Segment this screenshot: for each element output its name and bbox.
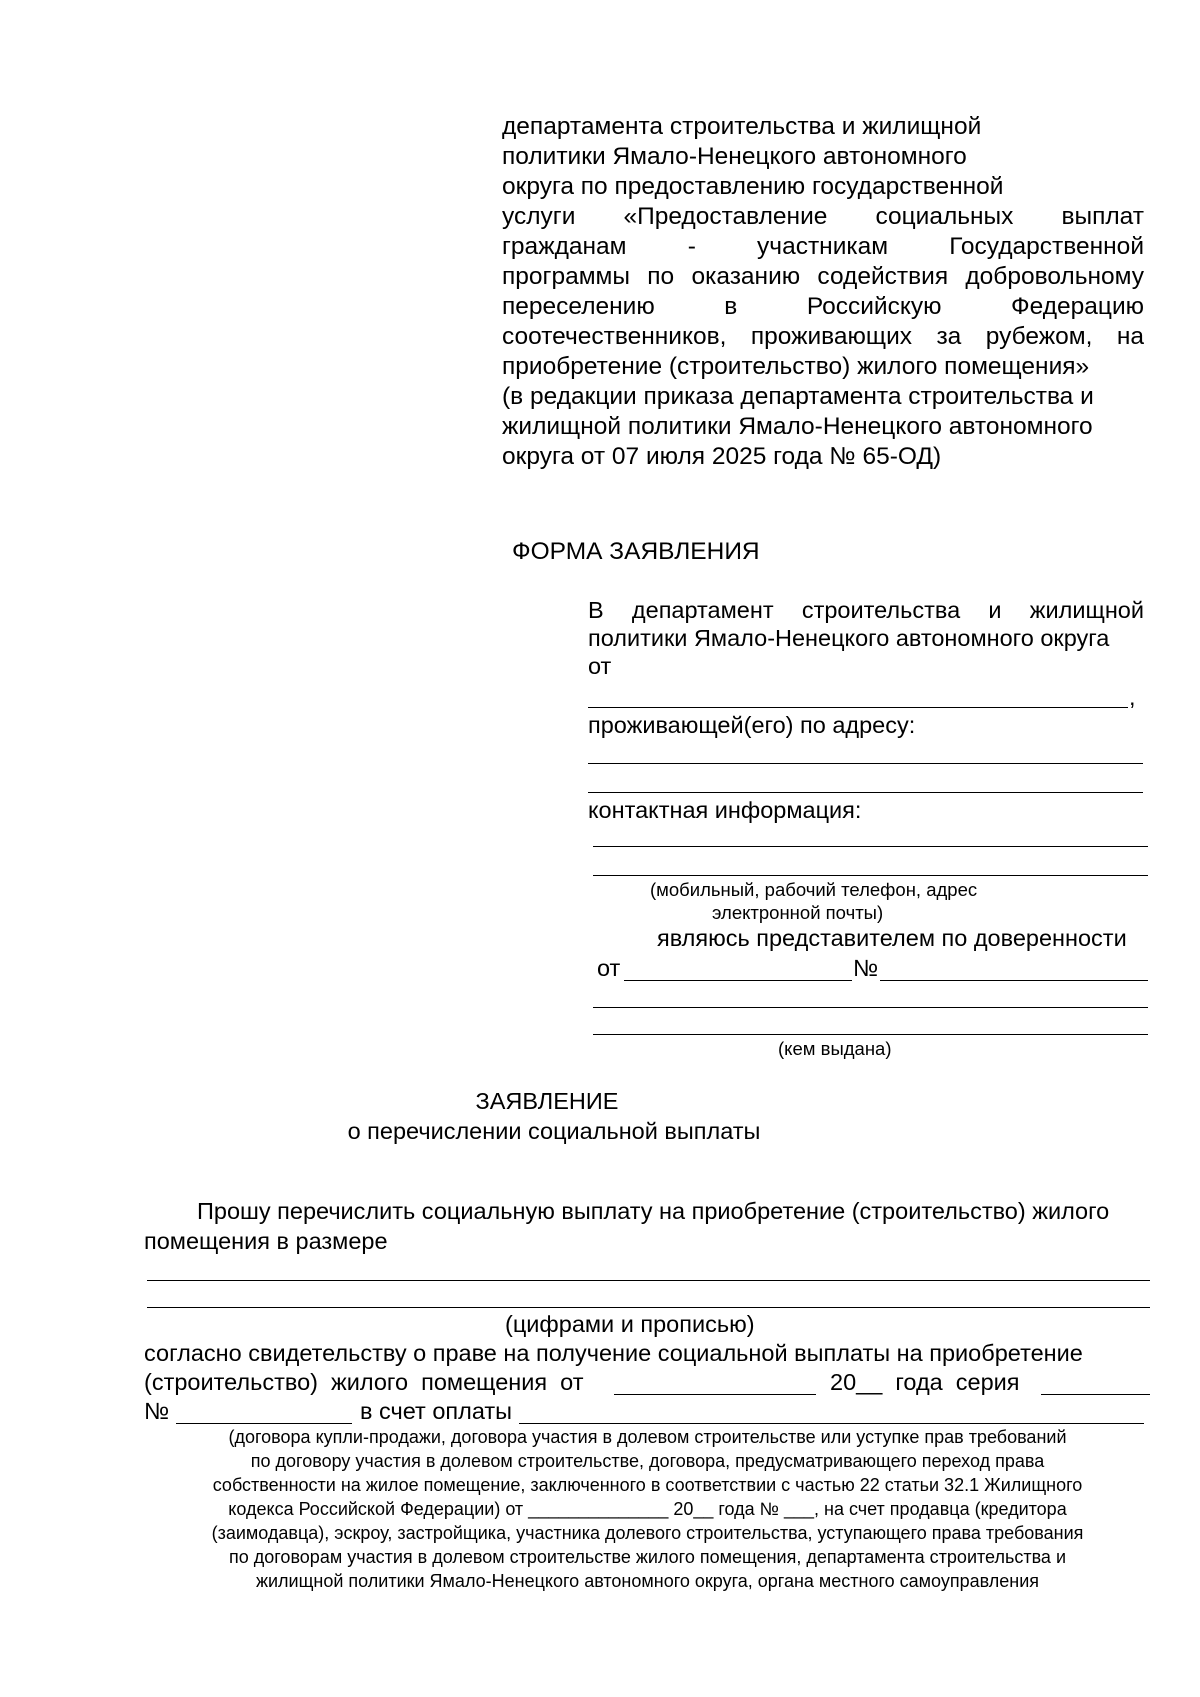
payment-purpose-line[interactable] bbox=[519, 1423, 1144, 1424]
contact-hint-1: (мобильный, рабочий телефон, адрес bbox=[650, 879, 978, 900]
proxy-from-label: от bbox=[597, 955, 621, 981]
amount-line-2[interactable] bbox=[147, 1307, 1150, 1308]
addressee-from-label: от bbox=[588, 653, 612, 679]
request-line-1: Прошу перечислить социальную выплату на приобретение (строительство) жилого bbox=[197, 1198, 1110, 1224]
footnote-line: по договору участия в долевом строительстве, договора, предусматривающего переход права bbox=[250, 1451, 1045, 1471]
addressee-line-1: В департамент строительства и жилищной bbox=[588, 597, 1144, 623]
contact-label: контактная информация: bbox=[588, 797, 862, 823]
certificate-date-line[interactable] bbox=[614, 1394, 816, 1395]
header-line: переселению в Российскую Федерацию bbox=[502, 293, 1144, 320]
certificate-number-line[interactable] bbox=[176, 1423, 352, 1424]
certificate-line-a: согласно свидетельству о праве на получение социальной выплаты на приобретение bbox=[144, 1340, 1083, 1366]
addressee-block bbox=[588, 596, 1144, 680]
address-line-2[interactable] bbox=[588, 792, 1143, 793]
footnote-line: по договорам участия в долевом строительстве жилого помещения, департамента строительства и bbox=[228, 1547, 1067, 1567]
request-line-2: помещения в размере bbox=[144, 1228, 388, 1254]
issued-by-line-2[interactable] bbox=[593, 1034, 1148, 1035]
form-title: ФОРМА ЗАЯВЛЕНИЯ bbox=[512, 538, 760, 565]
proxy-date-line[interactable] bbox=[624, 980, 852, 981]
header-line: услуги «Предоставление социальных выплат bbox=[502, 203, 1144, 230]
payment-footnote bbox=[140, 1425, 1155, 1593]
footnote-line: кодекса Российской Федерации) от ______________ 20__ года № ___, на счет продавца (кредитора bbox=[228, 1499, 1067, 1519]
header-line: приобретение (строительство) жилого помещения» bbox=[502, 353, 1090, 380]
proxy-number-line[interactable] bbox=[880, 980, 1148, 981]
statement-subtitle-text: о перечислении социальной выплаты bbox=[347, 1118, 761, 1144]
header-line: департамента строительства и жилищной bbox=[502, 113, 982, 140]
contact-line-1[interactable] bbox=[593, 846, 1148, 847]
residing-label: проживающей(его) по адресу: bbox=[588, 712, 916, 738]
header-line: жилищной политики Ямало-Ненецкого автономного bbox=[502, 413, 1093, 440]
certificate-line-b-label: (строительство) жилого помещения от bbox=[144, 1369, 584, 1395]
contact-line-2[interactable] bbox=[593, 875, 1148, 876]
amount-line-1[interactable] bbox=[147, 1280, 1150, 1281]
addressee-line-2: политики Ямало-Ненецкого автономного округа bbox=[588, 625, 1110, 651]
comma: , bbox=[1129, 684, 1136, 710]
header-line: округа по предоставлению государственной bbox=[502, 173, 1004, 200]
footnote-line: жилищной политики Ямало-Ненецкого автономного округа, органа местного самоуправления bbox=[255, 1571, 1040, 1591]
header-line: соотечественников, проживающих за рубежом, на bbox=[502, 323, 1144, 350]
amount-hint: (цифрами и прописью) bbox=[505, 1311, 755, 1337]
contact-hint-2: электронной почты) bbox=[712, 902, 884, 923]
header-reference-block bbox=[502, 112, 1144, 472]
applicant-name-line[interactable] bbox=[588, 707, 1128, 708]
issued-by-line-1[interactable] bbox=[593, 1007, 1148, 1008]
issued-by-hint: (кем выдана) bbox=[778, 1038, 892, 1059]
header-line: (в редакции приказа департамента строительства и bbox=[502, 383, 1094, 410]
certificate-number-label: № bbox=[144, 1398, 170, 1424]
footnote-line: собственности на жилое помещение, заключенного в соответствии с частью 22 статьи 32.1 Жилищного bbox=[212, 1475, 1083, 1495]
representative-label: являюсь представителем по доверенности bbox=[657, 925, 1127, 951]
payment-label: в счет оплаты bbox=[360, 1398, 513, 1424]
certificate-year-series-label: 20__ года серия bbox=[830, 1369, 1020, 1395]
header-line: программы по оказанию содействия добровольному bbox=[502, 263, 1144, 290]
footnote-line: (заимодавца), эскроу, застройщика, участника долевого строительства, уступающего права требования bbox=[211, 1523, 1084, 1543]
proxy-number-label: № bbox=[853, 955, 879, 981]
certificate-series-line[interactable] bbox=[1041, 1394, 1150, 1395]
statement-title-text: ЗАЯВЛЕНИЕ bbox=[475, 1088, 619, 1114]
statement-title bbox=[0, 1088, 1200, 1115]
address-line-1[interactable] bbox=[588, 763, 1143, 764]
statement-subtitle bbox=[0, 1118, 1200, 1145]
header-line: округа от 07 июля 2025 года № 65-ОД) bbox=[502, 443, 942, 470]
footnote-line: (договора купли-продажи, договора участия в долевом строительстве или уступке прав требований bbox=[228, 1427, 1067, 1447]
header-line: политики Ямало-Ненецкого автономного bbox=[502, 143, 967, 170]
header-line: гражданам - участникам Государственной bbox=[502, 233, 1144, 260]
